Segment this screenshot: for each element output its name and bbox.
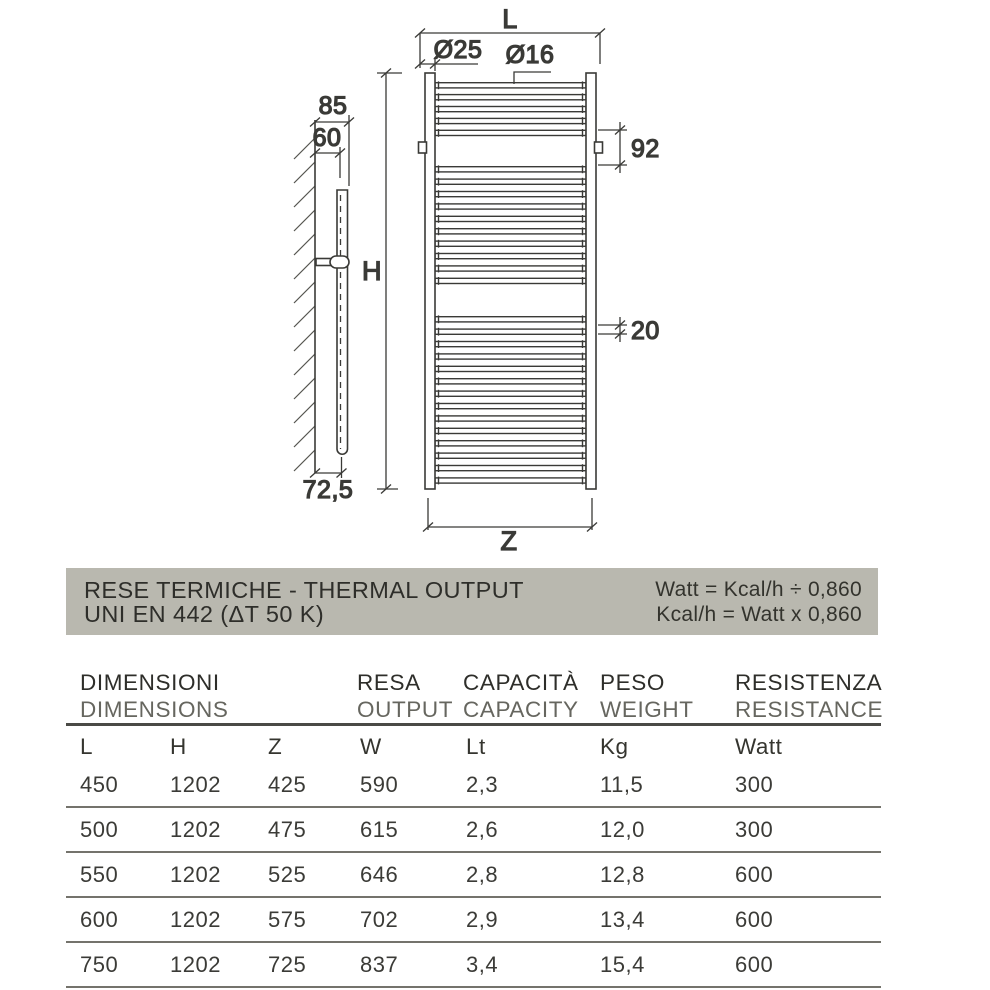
tube-group	[435, 81, 586, 484]
dim-label-85: 85	[318, 92, 348, 120]
table-cell: 12,8	[600, 861, 645, 887]
band-title-line1: RESE TERMICHE - THERMAL OUTPUT	[84, 576, 524, 603]
table-header-rule	[66, 723, 881, 726]
table-cell: 1202	[170, 906, 221, 932]
table-row	[66, 853, 881, 898]
radiator-side-profile	[337, 190, 348, 454]
side-view	[294, 92, 354, 504]
band-titles	[84, 578, 524, 626]
table-cell: 615	[360, 816, 399, 842]
table-cell: 300	[735, 816, 774, 842]
dim-tube-spacing-20	[598, 317, 660, 345]
table-cell: 590	[360, 771, 399, 797]
table-cell: 1202	[170, 861, 221, 887]
dim-label-72-5: 72,5	[302, 476, 354, 504]
column-header-en: RESISTANCE	[735, 697, 884, 722]
table-cell: 550	[80, 861, 119, 887]
table-cell: 500	[80, 816, 119, 842]
table-cell: 450	[80, 771, 119, 797]
right-collector	[586, 73, 596, 489]
dim-label-H: H	[362, 256, 382, 286]
table-cell: 12,0	[600, 816, 645, 842]
left-bracket	[419, 142, 427, 153]
table-cell: 600	[735, 906, 774, 932]
table-cell: 11,5	[600, 771, 644, 797]
right-bracket	[595, 142, 603, 153]
table-cell: 300	[735, 771, 774, 797]
dim-label-20: 20	[631, 317, 660, 345]
unit-Z: Z	[268, 734, 283, 759]
table-units-row	[0, 734, 990, 762]
unit-Watt: Watt	[735, 734, 783, 759]
dim-label-60: 60	[312, 124, 342, 152]
column-header-en: WEIGHT	[600, 697, 694, 722]
column-header-en: OUTPUT	[357, 697, 454, 722]
table-cell: 15,4	[600, 951, 645, 977]
column-header-it: DIMENSIONI	[80, 670, 220, 695]
table-cell: 646	[360, 861, 399, 887]
band-formula-line2: Kcal/h = Watt x 0,860	[656, 602, 862, 626]
dim-label-d25: Ø25	[433, 36, 483, 64]
table-cell: 525	[268, 861, 307, 887]
unit-W: W	[360, 734, 382, 759]
table-cell: 600	[735, 861, 774, 887]
dim-tube-diameter-16	[506, 41, 555, 84]
table-row	[66, 943, 881, 988]
band-title-line2: UNI EN 442 (ΔT 50 K)	[84, 600, 325, 627]
dim-upper-connection-92	[598, 122, 660, 173]
table-cell: 1202	[170, 816, 221, 842]
table-cell: 837	[360, 951, 399, 977]
column-header-weight	[600, 670, 694, 723]
table-cell: 2,3	[466, 771, 499, 797]
dim-lower-span-Z	[423, 498, 597, 556]
table-row	[66, 763, 881, 808]
table-cell: 750	[80, 951, 119, 977]
table-cell: 725	[268, 951, 307, 977]
band-formula-line1: Watt = Kcal/h ÷ 0,860	[655, 577, 862, 601]
column-header-it: CAPACITÀ	[463, 670, 579, 695]
column-header-en: CAPACITY	[463, 697, 579, 722]
table-cell: 2,9	[466, 906, 499, 932]
column-header-it: RESISTENZA	[735, 670, 883, 695]
unit-Kg: Kg	[600, 734, 629, 759]
thermal-output-band	[66, 568, 878, 635]
column-header-resistance	[735, 670, 883, 723]
table-cell: 1202	[170, 951, 221, 977]
column-header-capacity	[463, 670, 579, 723]
band-formulas	[655, 577, 862, 627]
table-cell: 13,4	[600, 906, 645, 932]
column-header-it: PESO	[600, 670, 665, 695]
wall-hatching	[294, 138, 315, 471]
dim-label-Z: Z	[500, 526, 518, 556]
column-header-output	[357, 670, 453, 723]
table-cell: 425	[268, 771, 307, 797]
table-row	[66, 898, 881, 943]
table-cell: 2,8	[466, 861, 499, 887]
column-header-dimensions	[80, 670, 229, 723]
unit-L: L	[80, 734, 94, 759]
dim-collector-diameter-25	[415, 36, 482, 71]
left-collector	[425, 73, 435, 489]
dim-height-H	[362, 69, 402, 494]
table-cell: 3,4	[466, 951, 499, 977]
table-cell: 600	[735, 951, 774, 977]
dim-label-92: 92	[631, 135, 660, 163]
table-row	[66, 808, 881, 853]
dim-bottom-wall-distance-72-5	[303, 457, 354, 504]
dim-label-L: L	[502, 4, 518, 34]
column-header-it: RESA	[357, 670, 421, 695]
unit-Lt: Lt	[466, 734, 486, 759]
table-cell: 600	[80, 906, 119, 932]
table-cell: 2,6	[466, 816, 499, 842]
table-cell: 702	[360, 906, 399, 932]
column-header-en: DIMENSIONS	[80, 697, 229, 722]
table-column-headers	[0, 670, 990, 724]
table-cell: 575	[268, 906, 307, 932]
table-cell: 1202	[170, 771, 221, 797]
unit-H: H	[170, 734, 187, 759]
front-view	[362, 4, 660, 556]
dim-label-d16: Ø16	[505, 41, 555, 69]
table-cell: 475	[268, 816, 307, 842]
wall-bracket-side	[316, 256, 349, 268]
